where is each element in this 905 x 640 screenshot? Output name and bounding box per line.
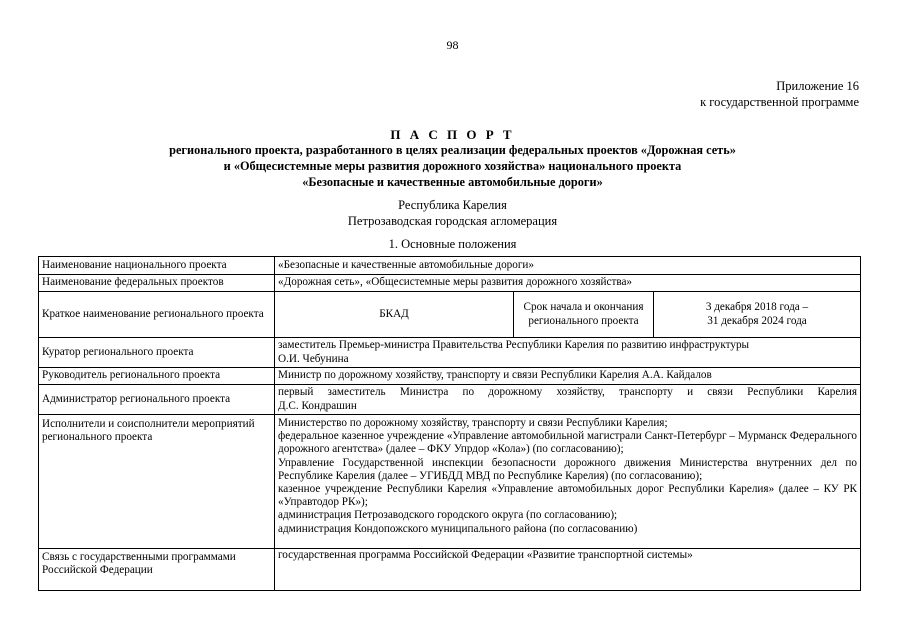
title-line-2: и «Общесистемные меры развития дорожного хозяйства» национального проекта (223, 159, 682, 173)
table-row (39, 549, 861, 591)
section-title: 1. Основные положения (388, 237, 517, 251)
agglomeration-name: Петрозаводская городская агломерация (347, 214, 558, 228)
short-name-label: Краткое наименование регионального проекта (39, 292, 275, 338)
term-start: 3 декабря 2018 года – (705, 301, 809, 314)
appendix-line1: Приложение 16 (776, 79, 859, 93)
administrator-value (275, 385, 861, 415)
table-row (39, 338, 861, 368)
administrator-value-line1: первый заместитель Министра по дорожному хозяйству, транспорту и связи Республики Карелия (278, 386, 858, 399)
national-project-value: «Безопасные и качественные автомобильные дороги» (275, 257, 861, 275)
table-row (39, 385, 861, 415)
term-value (654, 292, 861, 338)
table-row (39, 415, 861, 549)
short-name-value: БКАД (275, 292, 514, 338)
table-row (39, 257, 861, 275)
state-programs-label: Связь с государственными программами Российской Федерации (39, 549, 275, 591)
page-number: 98 (446, 38, 459, 52)
main-provisions-table (38, 256, 861, 591)
appendix-note (700, 78, 859, 110)
title-line-3: «Безопасные и качественные автомобильные дороги» (302, 175, 603, 189)
national-project-label: Наименование национального проекта (39, 257, 275, 275)
executor-item: федеральное казенное учреждение «Управление автомобильной магистрали Санкт-Петербург – Мурманск Федерального дорожного агентства» (далее – ФКУ Упрдор «Кола») (по согласованию); (278, 430, 858, 456)
executor-item: администрация Петрозаводского городского округа (по согласованию); (278, 509, 618, 522)
executor-item: казенное учреждение Республики Карелия «Управление автомобильных дорог Республики Карелия» (далее – КУ РК «Управтодор РК»); (278, 483, 858, 509)
title-line-1: регионального проекта, разработанного в целях реализации федеральных проектов «Дорожная сеть» (169, 143, 736, 157)
head-value: Министр по дорожному хозяйству, транспорту и связи Республики Карелия А.А. Кайдалов (275, 368, 861, 385)
executors-label: Исполнители и соисполнители мероприятий регионального проекта (39, 415, 275, 549)
curator-value-line1: заместитель Премьер-министра Правительства Республики Карелия по развитию инфраструктуры (278, 339, 750, 352)
passport-heading: П А С П О Р Т (390, 127, 515, 142)
administrator-value-line2: Д.С. Кондрашин (278, 399, 357, 412)
region-name: Республика Карелия (398, 198, 507, 212)
curator-label: Куратор регионального проекта (39, 338, 275, 368)
appendix-line2: к государственной программе (700, 95, 859, 109)
curator-value-line2: О.И. Чебунина (278, 352, 349, 365)
executors-value (275, 415, 861, 549)
head-label: Руководитель регионального проекта (39, 368, 275, 385)
term-label: Срок начала и окончания регионального проекта (514, 292, 654, 338)
federal-projects-value: «Дорожная сеть», «Общесистемные меры развития дорожного хозяйства» (275, 275, 861, 292)
federal-projects-label: Наименование федеральных проектов (39, 275, 275, 292)
executor-item: Управление Государственной инспекции безопасности дорожного движения Министерства внутренних дел по Республике Карелия (далее – УГИБДД МВД по Республике Карелия) (по согласованию); (278, 456, 858, 482)
table-row (39, 292, 861, 338)
state-programs-value: государственная программа Российской Федерации «Развитие транспортной системы» (275, 549, 861, 591)
curator-value (275, 338, 861, 368)
term-end: 31 декабря 2024 года (707, 314, 807, 327)
executor-item: Министерство по дорожному хозяйству, транспорту и связи Республики Карелия; (278, 417, 668, 429)
executor-item: администрация Кондопожского муниципального района (по согласованию) (278, 522, 638, 535)
administrator-label: Администратор регионального проекта (39, 385, 275, 415)
table-row (39, 275, 861, 292)
table-row (39, 368, 861, 385)
